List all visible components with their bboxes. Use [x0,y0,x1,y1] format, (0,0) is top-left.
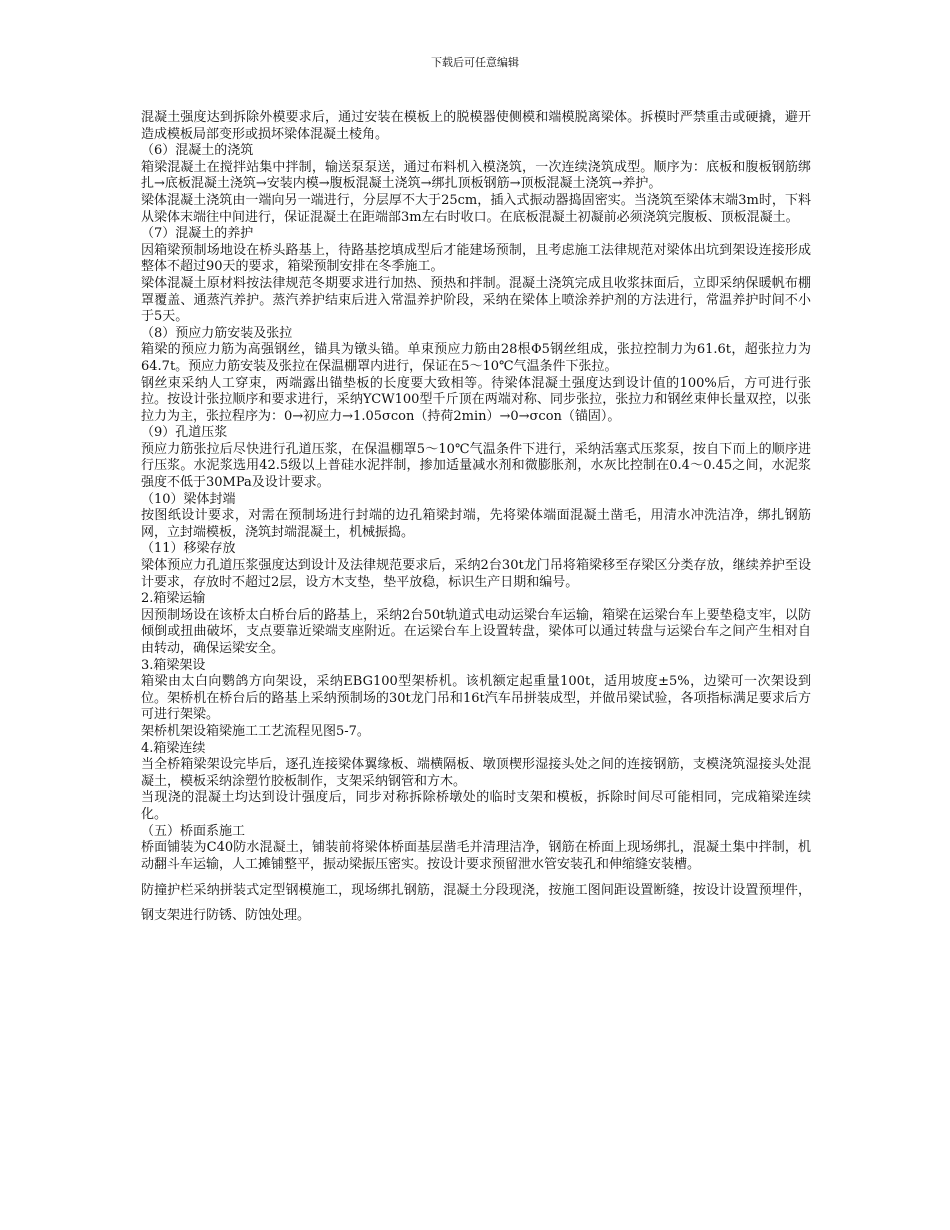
section-heading: 4.箱梁连续 [141,740,206,756]
paragraph: 当全桥箱梁架设完毕后，逐孔连接梁体翼缘板、端横隔板、墩顶楔形湿接头处之间的连接钢筋，支模浇筑湿接头处混凝土，模板采纳涂塑竹胶板制作，支架采纳钢管和方木。 [141,757,811,789]
paragraph: 防撞护栏采纳拼装式定型钢模施工，现场绑扎钢筋，混凝土分段现浇，按施工图间距设置断缝，按设计设置预埋件，钢支架进行防锈、防蚀处理。 [141,883,811,924]
paragraph: 箱梁的预应力筋为高强钢丝，锚具为镦头锚。单束预应力筋由28根Φ5钢丝组成，张拉控制力为61.6t，超张拉力为64.7t。预应力筋安装及张拉在保温棚罩内进行，保证在5～10℃气温条件下张拉。 [141,342,811,374]
paragraph: 按图纸设计要求，对需在预制场进行封端的边孔箱梁封端，先将梁体端面混凝土凿毛，用清水冲洗洁净，绑扎钢筋网，立封端模板，浇筑封端混凝土，机械振捣。 [141,508,811,540]
paragraph: 梁体混凝土原材料按法律规范冬期要求进行加热、预热和拌制。混凝土浇筑完成且收浆抹面后，立即采纳保暖帆布棚罩覆盖、通蒸汽养护。蒸汽养护结束后进入常温养护阶段，采纳在梁体上喷涂养护剂的方法进行，常温养护时间不小于5天。 [141,275,811,325]
paragraph: 当现浇的混凝土均达到设计强度后，同步对称拆除桥墩处的临时支架和模板，拆除时间尽可能相同，完成箱梁连续化。 [141,790,811,822]
paragraph: 混凝土强度达到拆除外模要求后，通过安装在模板上的脱模器使侧模和端模脱离梁体。拆模时严禁重击或硬撬，避开造成模板局部变形或损坏梁体混凝土棱角。 [141,110,811,142]
paragraph: 因预制场设在该桥太白桥台后的路基上，采纳2台50t轨道式电动运梁台车运输，箱梁在运梁台车上要垫稳支牢，以防倾倒或扭曲破坏，支点要靠近梁端支座附近。在运梁台车上设置转盘，梁体可以通过转盘与运梁台车之间产生相对自由转动，确保运梁安全。 [141,607,811,656]
section-heading: 3.箱梁架设 [141,657,206,673]
document-body [141,110,811,928]
paragraph: 架桥机架设箱梁施工工艺流程见图5-7。 [141,723,370,739]
section-heading: （8）预应力筋安装及张拉 [141,325,293,341]
section-heading: （9）孔道压浆 [141,425,228,441]
section-heading: （10）梁体封端 [141,491,236,507]
paragraph: 梁体预应力孔道压浆强度达到设计及法律规范要求后，采纳2台30t龙门吊将箱梁移至存梁区分类存放，继续养护至设计要求，存放时不超过2层，设方木支垫，垫平放稳，标识生产日期和编号。 [141,558,811,590]
page-header: 下载后可任意编辑 [431,56,519,69]
section-heading: （6）混凝土的浇筑 [141,143,254,159]
paragraph: 梁体混凝土浇筑由一端向另一端进行，分层厚不大于25cm，插入式振动器捣固密实。当浇筑至梁体末端3m时，下料从梁体末端往中间进行，保证混凝土在距端部3m左右时收口。在底板混凝土初凝前必须浇筑完腹板、顶板混凝土。 [141,192,811,225]
section-heading: （7）混凝土的养护 [141,226,254,242]
paragraph: 箱梁混凝土在搅拌站集中拌制，输送泵泵送，通过布料机入模浇筑，一次连续浇筑成型。顺序为：底板和腹板钢筋绑扎→底板混凝土浇筑→安装内模→腹板混凝土浇筑→绑扎顶板钢筋→顶板混凝土浇筑→养护。 [141,159,811,192]
section-heading: （五）桥面系施工 [141,823,246,839]
paragraph: 箱梁由太白向鹦鸽方向架设，采纳EBG100型架桥机。该机额定起重量100t，适用坡度±5%，边梁可一次架设到位。架桥机在桥台后的路基上采纳预制场的30t龙门吊和16t汽车吊拼装成型，并做吊梁试验，各项指标满足要求后方可进行架梁。 [141,674,811,723]
section-heading: 2.箱梁运输 [141,591,206,607]
section-heading: （11）移梁存放 [141,541,236,557]
paragraph: 钢丝束采纳人工穿束，两端露出锚垫板的长度要大致相等。待梁体混凝土强度达到设计值的100%后，方可进行张拉。按设计张拉顺序和要求进行，采纳YCW100型千斤顶在两端对称、同步张拉，张拉力和钢丝束伸长量双控，以张拉力为主，张拉程序为：0→初应力→1.05σcon（持荷2min）→0→σcon（锚固）。 [141,375,811,424]
paragraph: 桥面铺装为C40防水混凝土，铺装前将梁体桥面基层凿毛并清理洁净，钢筋在桥面上现场绑扎，混凝土集中拌制，机动翻斗车运输，人工摊铺整平，振动梁振压密实。按设计要求预留泄水管安装孔和伸缩缝安装槽。 [141,840,811,872]
paragraph: 预应力筋张拉后尽快进行孔道压浆，在保温棚罩5～10℃气温条件下进行，采纳活塞式压浆泵，按自下而上的顺序进行压浆。水泥浆选用42.5级以上普硅水泥拌制，掺加适量减水剂和微膨胀剂，水灰比控制在0.4～0.45之间，水泥浆强度不低于30MPa及设计要求。 [141,441,811,491]
paragraph: 因箱梁预制场地设在桥头路基上，待路基挖填成型后才能建场预制，且考虑施工法律规范对梁体出坑到架设连接形成整体不超过90天的要求，箱梁预制安排在冬季施工。 [141,242,811,275]
